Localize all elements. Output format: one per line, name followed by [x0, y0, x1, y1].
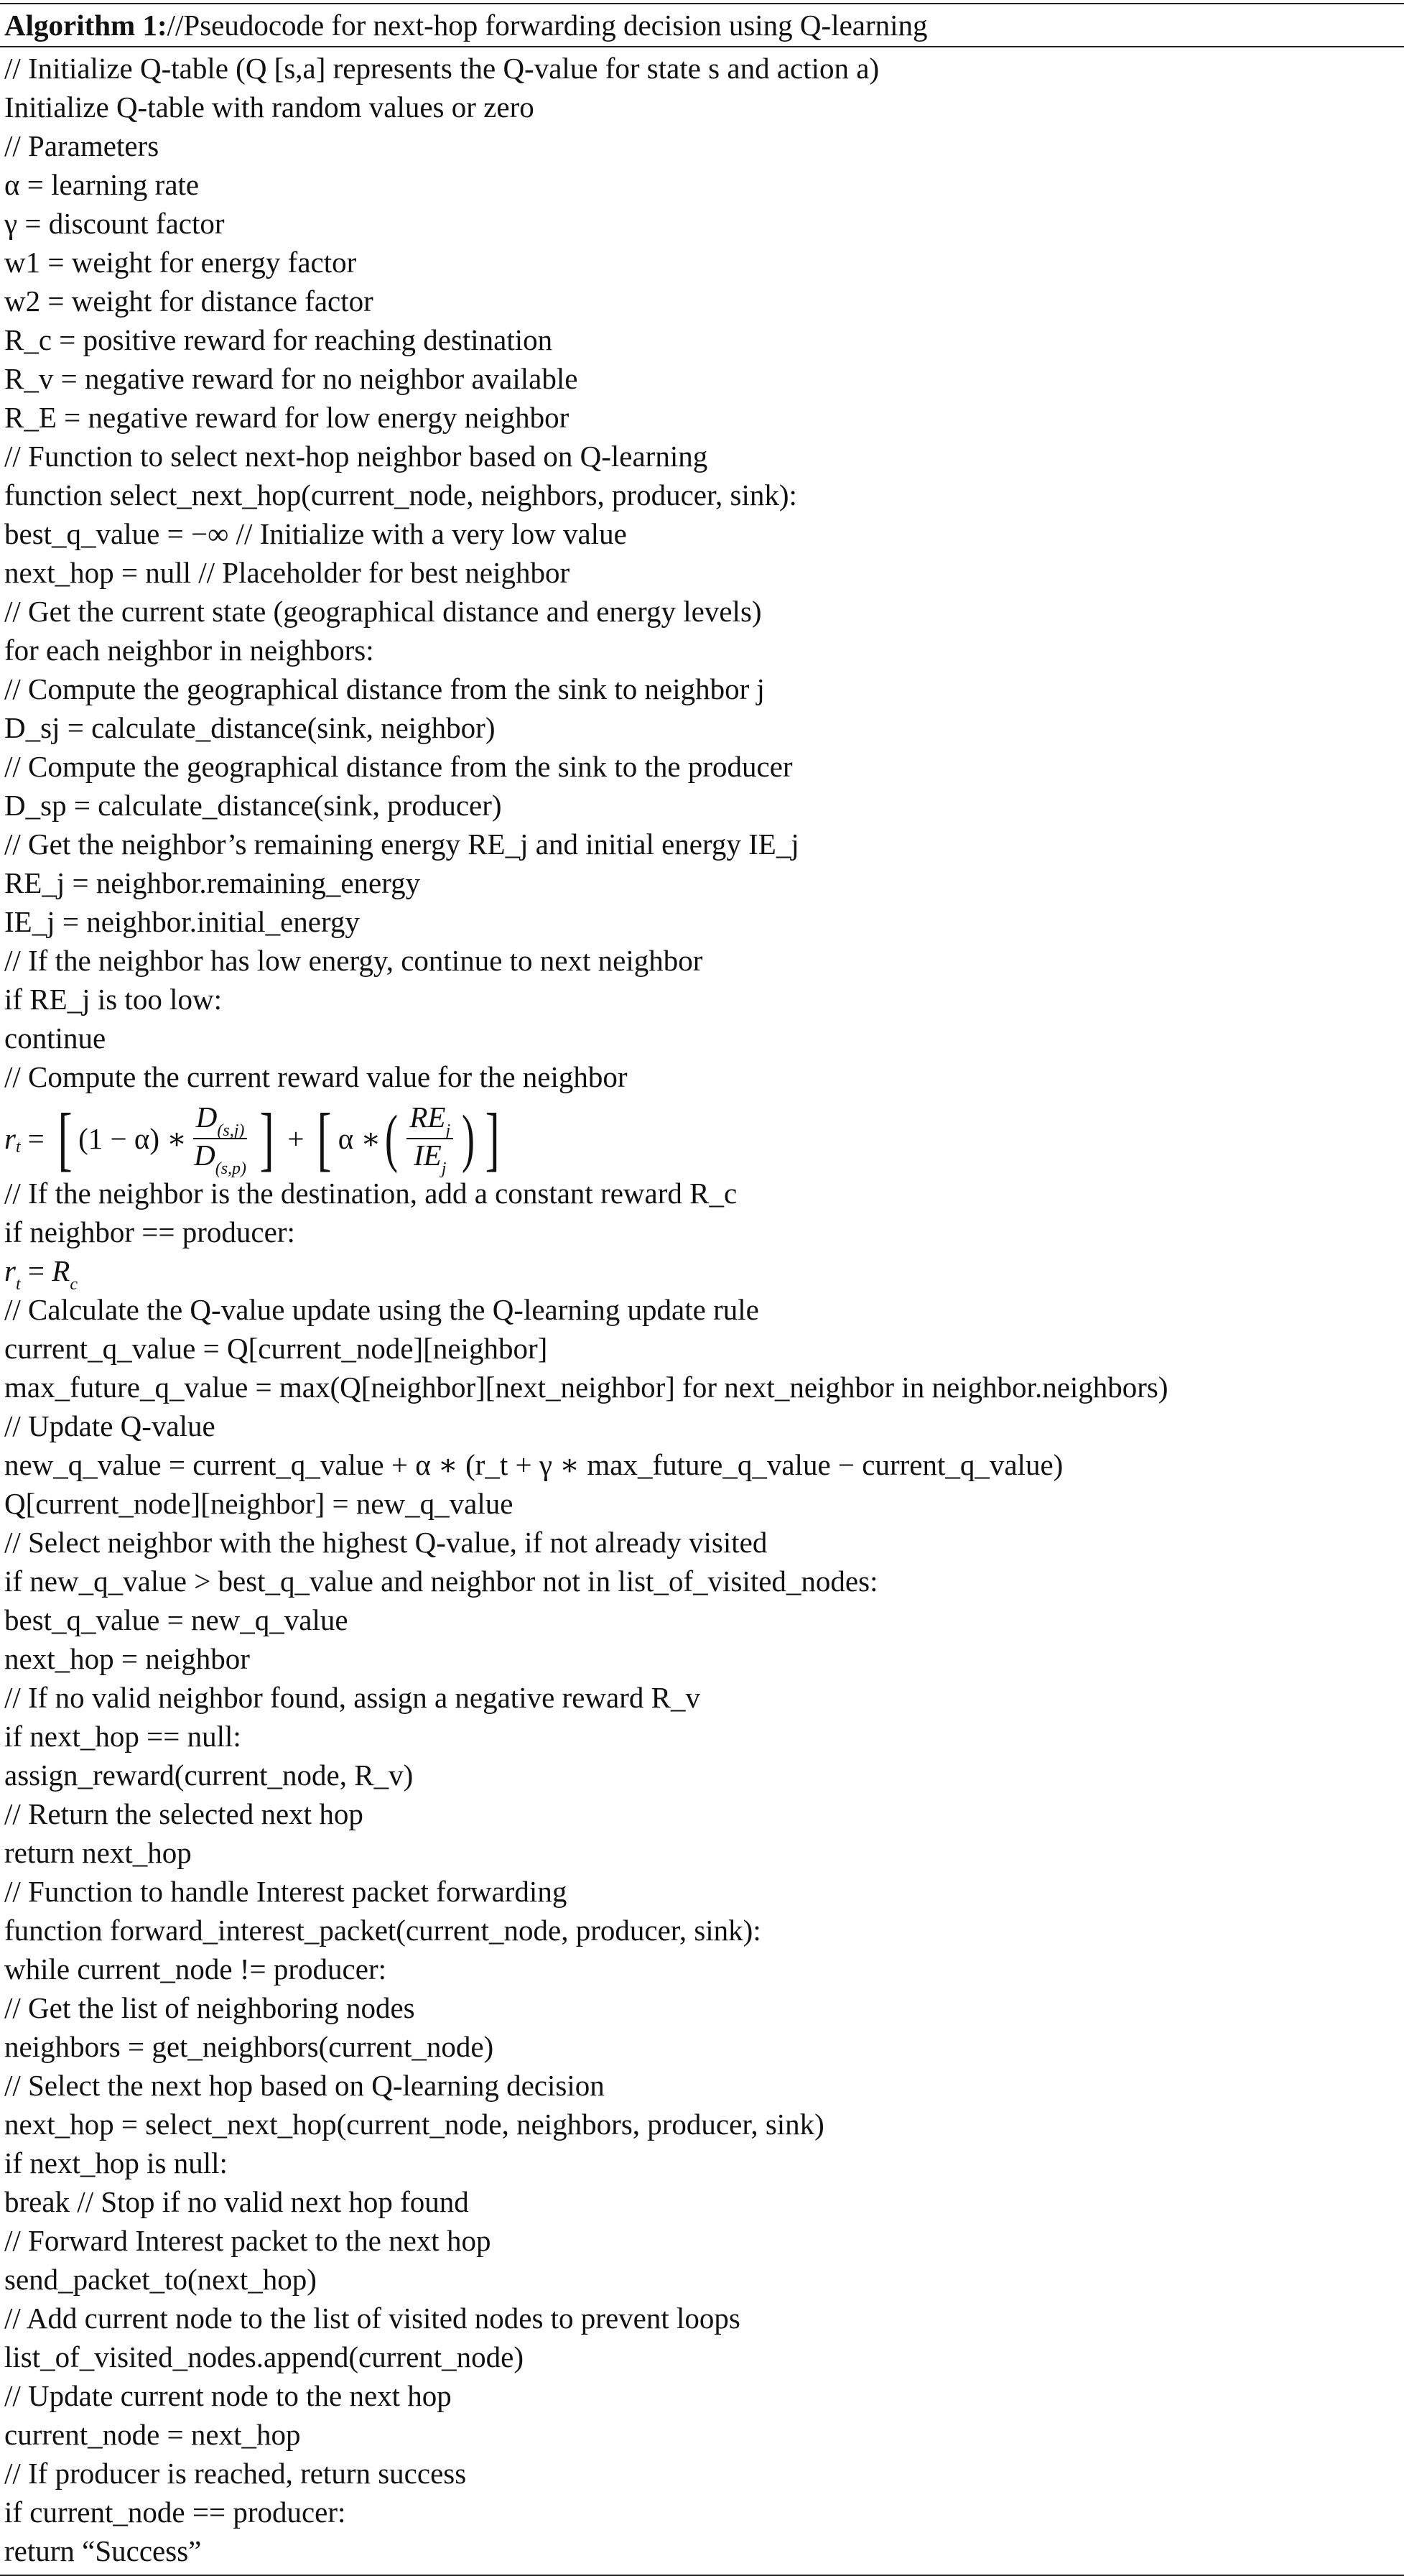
- code-line: continue: [4, 1021, 106, 1055]
- code-line: // Update current node to the next hop: [4, 2379, 452, 2412]
- code-line: // Update Q-value: [4, 1409, 215, 1442]
- code-line: best_q_value = −∞ // Initialize with a very low value: [4, 517, 627, 550]
- code-line: Q[current_node][neighbor] = new_q_value: [4, 1487, 513, 1520]
- formula-alpha-times: α ∗: [338, 1121, 381, 1155]
- code-line: neighbors = get_neighbors(current_node): [4, 2030, 494, 2063]
- energy-numerator: $RE_j$: [406, 1101, 453, 1139]
- code-line: D_sp = calculate_distance(sink, producer): [4, 789, 502, 822]
- right-bracket: ]: [259, 1098, 274, 1178]
- code-line: while current_node != producer:: [4, 1952, 386, 1986]
- algorithm-body: [0, 47, 1404, 2570]
- distance-denominator: $D_{(s,p)}$: [194, 1138, 247, 1178]
- code-line: best_q_value = new_q_value: [4, 1603, 348, 1636]
- code-line: // If producer is reached, return success: [4, 2457, 467, 2490]
- code-line: D_sj = calculate_distance(sink, neighbor): [4, 711, 496, 744]
- code-line: γ = discount factor: [4, 207, 225, 240]
- code-lines-before-formula: [0, 49, 1404, 1096]
- formula-one-minus-alpha: (1 − α) ∗: [78, 1121, 187, 1155]
- code-line: // Compute the current reward value for the neighbor: [4, 1060, 628, 1093]
- code-line: function forward_interest_packet(current_node, producer, sink):: [4, 1914, 761, 1947]
- code-line: // Add current node to the list of visited nodes to prevent loops: [4, 2302, 740, 2335]
- code-line: // Parameters: [4, 129, 159, 162]
- code-line: if new_q_value > best_q_value and neighbor not in list_of_visited_nodes:: [4, 1565, 878, 1598]
- code-line: // If the neighbor is the destination, add a constant reward R_c: [4, 1177, 738, 1210]
- code-line: if current_node == producer:: [4, 2496, 346, 2529]
- code-line: R_E = negative reward for low energy neighbor: [4, 401, 569, 434]
- code-line: current_node = next_hop: [4, 2418, 301, 2451]
- distance-numerator: $D_{(s,j)}$: [193, 1101, 248, 1139]
- code-line: next_hop = select_next_hop(current_node, neighbors, producer, sink): [4, 2108, 824, 2141]
- code-line: R_v = negative reward for no neighbor available: [4, 362, 578, 395]
- distance-fraction: [191, 1101, 249, 1176]
- code-line: if next_hop is null:: [4, 2146, 228, 2179]
- code-line: // Compute the geographical distance from the sink to the producer: [4, 750, 793, 783]
- code-line: current_q_value = Q[current_node][neighbor]: [4, 1332, 548, 1365]
- energy-denominator: $IE_j$: [414, 1138, 447, 1178]
- code-line: // Initialize Q-table (Q [s,a] represents the Q-value for state s and action a): [4, 52, 880, 85]
- algorithm-title-row: [0, 4, 1404, 46]
- algorithm-title: //Pseudocode for next-hop forwarding decision using Q-learning: [167, 9, 928, 42]
- code-line: send_packet_to(next_hop): [4, 2263, 317, 2296]
- code-line: RE_j = neighbor.remaining_energy: [4, 866, 421, 899]
- code-line: if RE_j is too low:: [4, 983, 222, 1016]
- right-bracket-2: ]: [485, 1098, 500, 1178]
- algorithm-box: [0, 3, 1404, 2576]
- right-paren: ): [462, 1102, 475, 1174]
- code-line: R_c = positive reward for reaching destination: [4, 323, 553, 356]
- code-line: Initialize Q-table with random values or zero: [4, 91, 534, 124]
- code-line: // If no valid neighbor found, assign a negative reward R_v: [4, 1681, 700, 1714]
- code-line: // Compute the geographical distance from the sink to neighbor j: [4, 672, 765, 705]
- code-line: function select_next_hop(current_node, neighbors, producer, sink):: [4, 478, 797, 511]
- code-line: // Function to handle Interest packet forwarding: [4, 1875, 567, 1908]
- code-line: // Function to select next-hop neighbor based on Q-learning: [4, 440, 708, 473]
- formula-plus: +: [287, 1121, 304, 1155]
- code-line: // If the neighbor has low energy, continue to next neighbor: [4, 944, 703, 977]
- left-bracket-2: [: [317, 1098, 333, 1178]
- code-lines-tail: [0, 1290, 1404, 2570]
- code-line: // Select neighbor with the highest Q-value, if not already visited: [4, 1526, 768, 1559]
- code-line: if neighbor == producer:: [4, 1215, 295, 1248]
- code-line: break // Stop if no valid next hop found: [4, 2185, 469, 2218]
- code-line: // Select the next hop based on Q-learning decision: [4, 2069, 605, 2102]
- code-line: // Calculate the Q-value update using the Q-learning update rule: [4, 1293, 759, 1326]
- code-line: max_future_q_value = max(Q[neighbor][next_neighbor] for next_neighbor in neighbor.neighbors): [4, 1371, 1168, 1404]
- code-line: if next_hop == null:: [4, 1720, 241, 1753]
- code-line: // Get the list of neighboring nodes: [4, 1991, 415, 2024]
- code-line: // Forward Interest packet to the next hop: [4, 2224, 491, 2257]
- code-line: for each neighbor in neighbors:: [4, 634, 374, 667]
- code-line: assign_reward(current_node, R_v): [4, 1759, 414, 1792]
- reward-formula-line: [0, 1096, 1404, 1178]
- energy-fraction: [406, 1101, 453, 1176]
- code-line: // Get the neighbor’s remaining energy RE_j and initial energy IE_j: [4, 828, 799, 861]
- formula-lhs-sub: t: [15, 1137, 21, 1157]
- formula-lhs: r: [4, 1121, 16, 1155]
- formula-eq: =: [27, 1121, 45, 1155]
- algorithm-label: Algorithm 1:: [4, 9, 167, 42]
- code-lines-after-formula: [0, 1174, 1404, 1251]
- code-line: w1 = weight for energy factor: [4, 246, 357, 279]
- code-line: IE_j = neighbor.initial_energy: [4, 905, 360, 938]
- code-line: new_q_value = current_q_value + α ∗ (r_t + γ ∗ max_future_q_value − current_q_value): [4, 1448, 1064, 1481]
- code-line: list_of_visited_nodes.append(current_node): [4, 2340, 524, 2373]
- code-line: return “Success”: [4, 2534, 202, 2567]
- code-line: // Return the selected next hop: [4, 1797, 363, 1830]
- code-line: w2 = weight for distance factor: [4, 284, 373, 318]
- left-bracket: [: [57, 1098, 73, 1178]
- code-line: α = learning rate: [4, 168, 200, 201]
- code-line: next_hop = null // Placeholder for best neighbor: [4, 556, 570, 589]
- rt-equals-rc-line: $r_t = R_c$: [4, 1254, 78, 1294]
- code-line: // Get the current state (geographical distance and energy levels): [4, 595, 762, 628]
- reward-formula: [4, 1100, 506, 1177]
- left-paren: (: [385, 1102, 399, 1174]
- code-line: return next_hop: [4, 1836, 192, 1869]
- code-line: next_hop = neighbor: [4, 1642, 250, 1675]
